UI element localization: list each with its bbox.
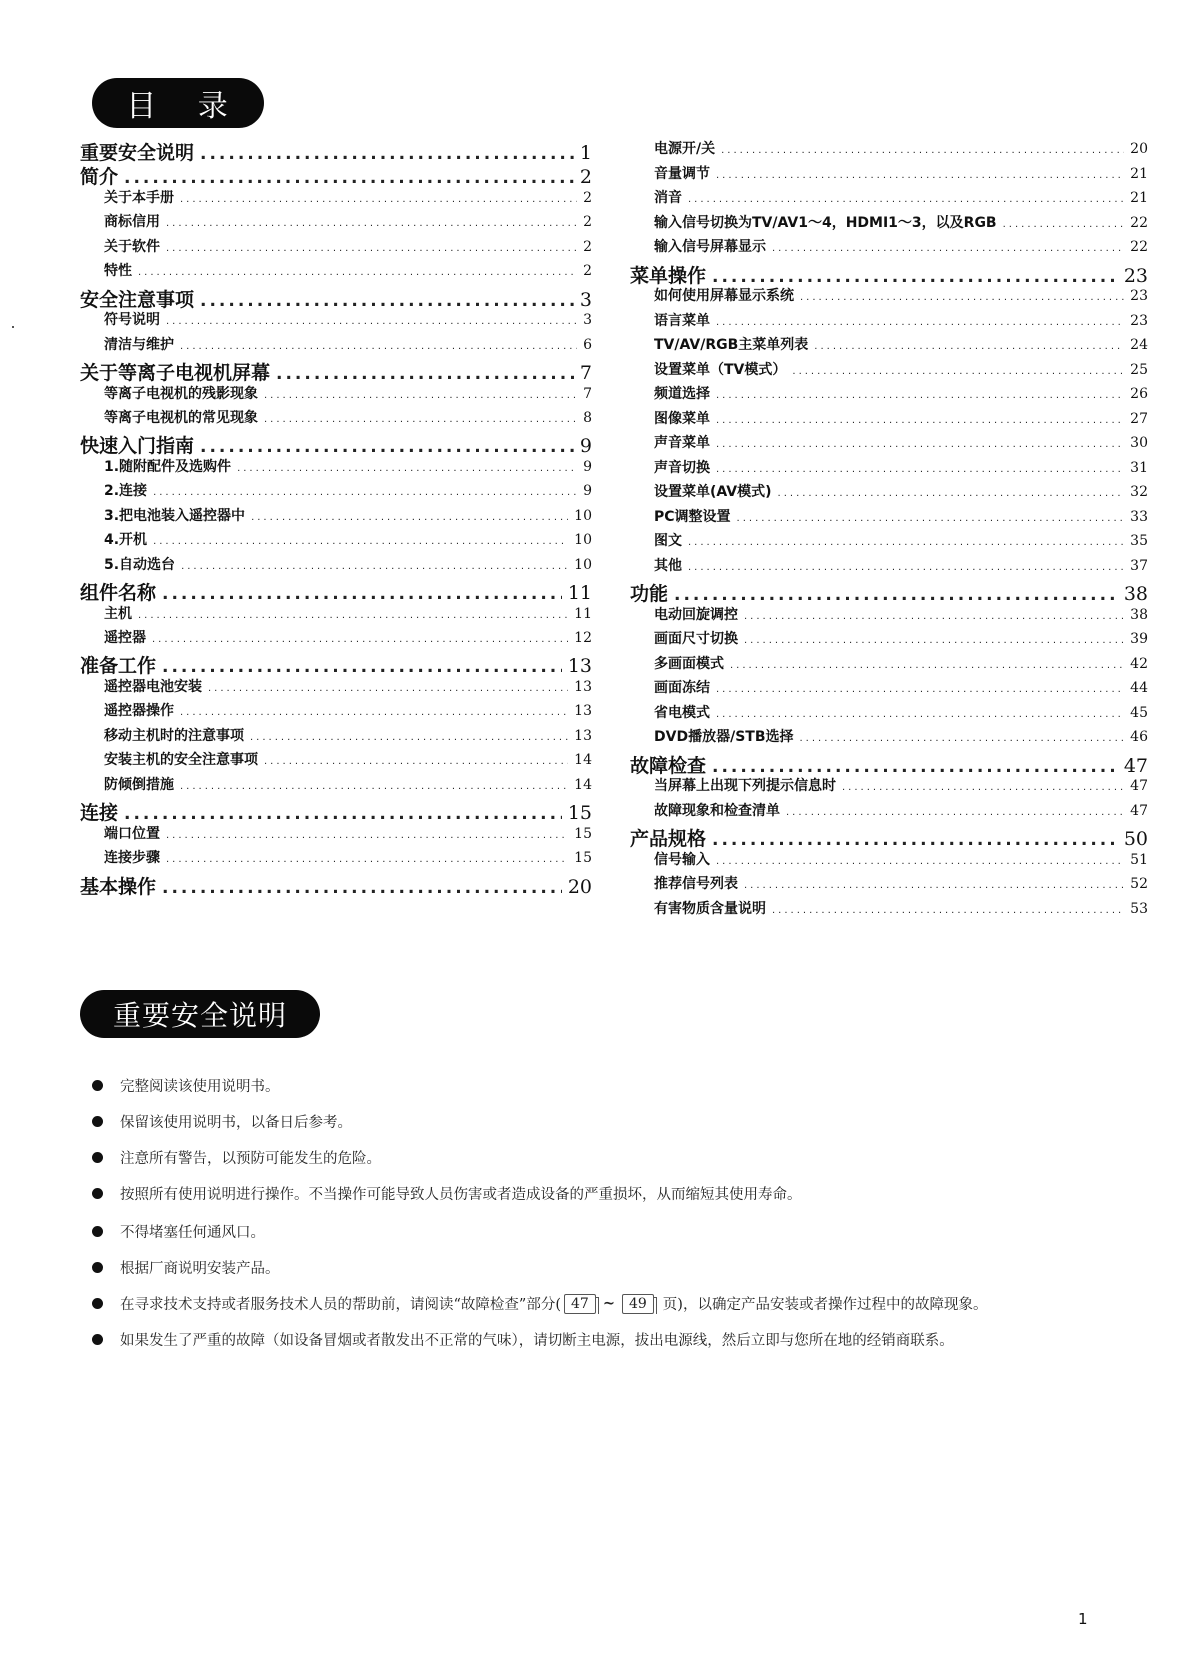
toc-entry-label: 设置菜单(AV模式) (654, 484, 772, 500)
page-ref-separator: ~ (602, 1295, 615, 1312)
dot-leader (200, 437, 574, 457)
toc-sub-entry[interactable] (630, 383, 1148, 405)
toc-sub-entry[interactable] (630, 481, 1148, 503)
dot-leader (716, 439, 1124, 450)
toc-entry-label: 关于本手册 (104, 189, 174, 206)
toc-entry-page: 46 (1130, 729, 1148, 745)
toc-entry-label: 清洁与维护 (104, 336, 174, 353)
toc-sub-entry[interactable] (80, 749, 592, 771)
toc-entry-page: 14 (574, 776, 592, 793)
dot-leader (772, 243, 1124, 254)
toc-entry-page: 2 (583, 238, 592, 255)
dot-leader (264, 390, 577, 401)
toc-entry-page: 45 (1130, 704, 1148, 721)
toc-entry-page: 9 (579, 435, 592, 458)
toc-sub-entry[interactable] (80, 407, 592, 429)
toc-entry-page: 9 (583, 458, 592, 475)
dot-leader (688, 537, 1124, 548)
dot-leader (200, 144, 574, 164)
toc-entry-page: 47 (1130, 778, 1148, 794)
dot-leader (712, 830, 1118, 850)
bullet-text: 按照所有使用说明进行操作。不当操作可能导致人员伤害或者造成设备的严重损坏，从而缩短其使用寿命。 (120, 1187, 802, 1203)
toc-entry-label: 多画面模式 (654, 655, 724, 672)
toc-entry-page: 14 (574, 752, 592, 769)
toc-sub-entry[interactable] (80, 309, 592, 331)
toc-entry-page: 24 (1130, 337, 1148, 353)
bullet-text: 如果发生了严重的故障（如设备冒烟或者散发出不正常的气味），请切断主电源，拔出电源线，然后立即与您所在地的经销商联系。 (120, 1333, 954, 1349)
dot-leader (162, 657, 562, 677)
toc-entry-label: 商标信用 (104, 214, 160, 231)
toc-sub-entry[interactable] (80, 187, 592, 209)
toc-entry-page: 3 (579, 288, 592, 311)
safety-bullet (92, 1075, 280, 1096)
toc-sub-entry[interactable] (630, 653, 1148, 675)
toc-entry-label: 信号输入 (654, 851, 710, 868)
toc-entry-label: 频道选择 (654, 386, 710, 402)
dot-leader (721, 145, 1124, 156)
toc-entry-page: 38 (1130, 606, 1148, 623)
dot-leader (138, 610, 568, 621)
dot-leader (200, 291, 574, 311)
dot-leader (800, 733, 1125, 744)
toc-entry-page: 47 (1123, 754, 1148, 777)
toc-sub-entry[interactable] (630, 212, 1148, 234)
dot-leader (716, 709, 1124, 720)
toc-entry-label: 4.开机 (104, 532, 148, 549)
toc-sub-entry[interactable] (80, 456, 592, 478)
safety-title: 重要安全说明 (80, 990, 320, 1038)
toc-sub-entry[interactable] (80, 529, 592, 551)
toc-sub-entry[interactable] (630, 530, 1148, 552)
toc-entry-page: 25 (1130, 361, 1148, 378)
toc-entry-page: 15 (574, 850, 592, 867)
toc-entry-label: 简介 (80, 166, 119, 189)
toc-section-entry[interactable] (630, 261, 1148, 287)
page-ref-from[interactable]: 47 (564, 1294, 596, 1314)
toc-sub-entry[interactable] (80, 383, 592, 405)
dot-leader (688, 562, 1124, 573)
dot-leader (264, 414, 577, 425)
dot-leader (180, 341, 577, 352)
dot-leader (737, 513, 1125, 524)
toc-sub-entry[interactable] (630, 702, 1148, 724)
toc-entry-label: 关于等离子电视机屏幕 (80, 362, 271, 385)
toc-entry-label: 消音 (654, 190, 682, 206)
dot-leader (712, 757, 1118, 777)
toc-entry-page: 20 (567, 875, 592, 898)
toc-entry-label: 端口位置 (104, 825, 160, 842)
dot-leader (716, 170, 1124, 181)
dot-leader (180, 194, 577, 205)
toc-sub-entry[interactable] (80, 847, 592, 869)
dot-leader (166, 218, 577, 229)
dot-leader (688, 194, 1124, 205)
toc-entry-page: 39 (1130, 631, 1148, 647)
toc-entry-page: 42 (1130, 655, 1148, 672)
toc-entry-page: 2 (583, 214, 592, 231)
bullet-dot-icon (92, 1188, 103, 1199)
toc-entry-page: 3 (583, 312, 592, 329)
dot-leader (1003, 219, 1125, 230)
toc-entry-label: 遥控器电池安装 (104, 678, 202, 695)
dot-leader (276, 364, 574, 384)
toc-sub-entry[interactable] (630, 432, 1148, 454)
dot-leader (800, 292, 1124, 303)
toc-sub-entry[interactable] (630, 849, 1148, 871)
toc-entry-label: 组件名称 (80, 582, 157, 605)
toc-sub-entry[interactable] (630, 506, 1148, 528)
toc-entry-label: 声音切换 (654, 459, 710, 476)
bullet-text: 保留该使用说明书，以备日后参考。 (120, 1115, 352, 1131)
dot-leader (250, 732, 568, 743)
toc-entry-page: 10 (574, 556, 592, 573)
toc-entry-label: TV/AV/RGB主菜单列表 (654, 337, 809, 353)
toc-entry-label: 省电模式 (654, 704, 710, 721)
toc-sub-entry[interactable] (80, 603, 592, 625)
dot-leader (786, 807, 1124, 818)
toc-entry-label: 图像菜单 (654, 410, 710, 427)
toc-entry-page: 9 (583, 483, 592, 500)
toc-entry-page: 31 (1130, 459, 1148, 476)
toc-entry-label: PC调整设置 (654, 508, 731, 525)
dot-leader (162, 878, 562, 898)
dot-leader (716, 684, 1124, 695)
dot-leader (716, 856, 1124, 867)
toc-entry-page: 11 (567, 582, 592, 605)
toc-entry-page: 23 (1130, 288, 1148, 304)
dot-leader (166, 854, 568, 865)
dot-leader (152, 634, 568, 645)
dot-leader (730, 660, 1124, 671)
toc-section-entry[interactable] (80, 431, 592, 457)
toc-section-entry[interactable] (80, 358, 592, 384)
toc-entry-label: 3.把电池装入遥控器中 (104, 507, 246, 524)
bullet-dot-icon (92, 1080, 103, 1091)
toc-entry-label: 菜单操作 (630, 264, 707, 287)
toc-sub-entry[interactable] (630, 359, 1148, 381)
toc-entry-label: 防倾倒措施 (104, 776, 174, 793)
toc-entry-label: 安全注意事项 (80, 288, 195, 311)
toc-section-entry[interactable] (80, 285, 592, 311)
toc-entry-label: DVD播放器/STB选择 (654, 729, 794, 745)
toc-entry-label: 设置菜单（TV模式） (654, 361, 787, 378)
page-number: 1 (1078, 1610, 1088, 1628)
toc-entry-page: 2 (583, 189, 592, 206)
bullet-dot-icon (92, 1226, 103, 1237)
safety-bullet (92, 1329, 954, 1350)
toc-entry-label: 连接 (80, 802, 119, 825)
toc-entry-label: 等离子电视机的残影现象 (104, 385, 258, 402)
toc-sub-entry[interactable] (630, 163, 1148, 185)
bullet-text: 根据厂商说明安装产品。 (120, 1261, 280, 1277)
dot-leader (208, 683, 568, 694)
toc-entry-label: 关于软件 (104, 238, 160, 255)
toc-entry-label: 其他 (654, 557, 682, 574)
safety-bullet (92, 1147, 381, 1168)
dot-leader (712, 267, 1118, 287)
toc-section-entry[interactable] (80, 578, 592, 604)
dot-leader (166, 243, 577, 254)
toc-entry-label: 画面冻结 (654, 680, 710, 696)
bullet-dot-icon (92, 1152, 103, 1163)
toc-sub-entry[interactable] (630, 285, 1148, 307)
toc-entry-page: 13 (574, 727, 592, 744)
toc-entry-page: 27 (1130, 410, 1148, 427)
toc-entry-page: 11 (574, 605, 592, 622)
toc-entry-label: 符号说明 (104, 312, 160, 329)
safety-bullet (92, 1221, 265, 1242)
toc-sub-entry[interactable] (80, 236, 592, 258)
dot-leader (716, 415, 1124, 426)
dot-leader (264, 756, 568, 767)
toc-section-entry[interactable] (630, 824, 1148, 850)
toc-entry-label: 产品规格 (630, 828, 707, 850)
toc-entry-page: 47 (1130, 802, 1148, 819)
toc-entry-page: 32 (1130, 484, 1148, 500)
toc-entry-label: 连接步骤 (104, 850, 160, 867)
toc-entry-label: 电源开/关 (654, 141, 716, 157)
toc-entry-page: 21 (1130, 165, 1148, 182)
toc-section-entry[interactable] (630, 579, 1148, 605)
toc-entry-page: 12 (574, 630, 592, 646)
toc-entry-label: 如何使用屏幕显示系统 (654, 288, 794, 304)
toc-sub-entry[interactable] (630, 898, 1148, 920)
toc-entry-label: 功能 (630, 583, 669, 605)
toc-entry-label: 遥控器 (104, 630, 146, 646)
toc-entry-label: 1.随附配件及选购件 (104, 458, 232, 475)
toc-section-entry[interactable] (80, 138, 592, 164)
toc-sub-entry[interactable] (630, 800, 1148, 822)
dot-leader (180, 781, 568, 792)
toc-sub-entry[interactable] (630, 334, 1148, 356)
toc-sub-entry[interactable] (80, 676, 592, 698)
toc-entry-page: 37 (1130, 557, 1148, 574)
toc-sub-entry[interactable] (80, 211, 592, 233)
dot-leader (716, 390, 1124, 401)
toc-sub-entry[interactable] (80, 480, 592, 502)
toc-entry-page: 30 (1130, 435, 1148, 451)
dot-leader (166, 830, 568, 841)
bullet-text: 不得堵塞任何通风口。 (120, 1225, 265, 1241)
toc-entry-label: 遥控器操作 (104, 703, 174, 720)
toc-entry-page: 22 (1130, 239, 1148, 255)
toc-entry-page: 51 (1130, 851, 1148, 868)
toc-entry-label: 电动回旋调控 (654, 606, 738, 623)
toc-entry-page: 2 (583, 263, 592, 280)
toc-entry-page: 38 (1123, 583, 1148, 605)
toc-section-entry[interactable] (80, 651, 592, 677)
toc-sub-entry[interactable] (80, 554, 592, 576)
toc-sub-entry[interactable] (80, 627, 592, 649)
toc-sub-entry[interactable] (80, 700, 592, 722)
toc-entry-label: 画面尺寸切换 (654, 631, 738, 647)
toc-entry-label: 移动主机时的注意事项 (104, 727, 244, 744)
toc-entry-page: 13 (567, 655, 592, 678)
toc-entry-label: 故障现象和检查清单 (654, 802, 780, 819)
toc-entry-page: 23 (1123, 264, 1148, 287)
toc-entry-label: 快速入门指南 (80, 435, 195, 458)
bullet-dot-icon (92, 1334, 103, 1345)
safety-bullet (92, 1257, 280, 1278)
toc-entry-page: 52 (1130, 876, 1148, 892)
toc-entry-page: 8 (583, 409, 592, 426)
toc-entry-page: 15 (567, 802, 592, 825)
toc-section-entry[interactable] (630, 751, 1148, 777)
toc-sub-entry[interactable] (630, 236, 1148, 258)
dot-leader (124, 168, 574, 188)
toc-sub-entry[interactable] (80, 725, 592, 747)
toc-sub-entry[interactable] (80, 334, 592, 356)
toc-title: 目 录 (92, 78, 264, 128)
toc-sub-entry[interactable] (630, 310, 1148, 332)
bullet-text-suffix: 页)，以确定产品安装或者操作过程中的故障现象。 (662, 1297, 988, 1313)
dot-leader (166, 316, 577, 327)
dot-leader (814, 341, 1124, 352)
dot-leader (180, 707, 568, 718)
dot-leader (153, 487, 577, 498)
toc-entry-page: 26 (1130, 386, 1148, 402)
toc-sub-entry[interactable] (630, 628, 1148, 650)
toc-entry-page: 10 (574, 507, 592, 524)
dot-leader (778, 488, 1125, 499)
dot-leader (842, 782, 1124, 793)
toc-entry-label: 推荐信号列表 (654, 876, 738, 892)
safety-bullet (92, 1293, 987, 1314)
bullet-dot-icon (92, 1262, 103, 1273)
toc-entry-page: 23 (1130, 312, 1148, 329)
toc-entry-page: 13 (574, 678, 592, 695)
page-ref-to[interactable]: 49 (622, 1294, 654, 1314)
toc-entry-page: 15 (574, 825, 592, 842)
toc-section-entry[interactable] (80, 872, 592, 898)
toc-entry-label: 音量调节 (654, 165, 710, 182)
bullet-text: 在寻求技术支持或者服务技术人员的帮助前，请阅读“故障检查”部分( (120, 1297, 561, 1313)
toc-entry-page: 22 (1130, 214, 1148, 231)
toc-sub-entry[interactable] (630, 408, 1148, 430)
scan-artifact (12, 326, 14, 328)
dot-leader (772, 905, 1124, 916)
dot-leader (162, 584, 562, 604)
dot-leader (744, 880, 1124, 891)
toc-entry-page: 13 (574, 703, 592, 720)
toc-entry-label: 故障检查 (630, 754, 707, 777)
dot-leader (181, 561, 568, 572)
toc-entry-label: 5.自动选台 (104, 556, 176, 573)
safety-bullet (92, 1183, 802, 1204)
dot-leader (716, 317, 1124, 328)
toc-sub-entry[interactable] (80, 505, 592, 527)
toc-entry-page: 7 (583, 385, 592, 402)
toc-sub-entry[interactable] (630, 555, 1148, 577)
toc-entry-label: 安装主机的安全注意事项 (104, 752, 258, 769)
toc-entry-label: 有害物质含量说明 (654, 900, 766, 917)
toc-section-entry[interactable] (80, 162, 592, 188)
toc-entry-label: 准备工作 (80, 655, 157, 678)
toc-entry-label: 等离子电视机的常见现象 (104, 409, 258, 426)
bullet-dot-icon (92, 1298, 103, 1309)
bullet-dot-icon (92, 1116, 103, 1127)
toc-entry-page: 1 (579, 142, 592, 164)
dot-leader (251, 512, 568, 523)
toc-entry-page: 50 (1123, 828, 1148, 850)
toc-entry-label: 特性 (104, 263, 132, 280)
toc-sub-entry[interactable] (630, 726, 1148, 748)
toc-entry-page: 20 (1130, 141, 1148, 157)
toc-sub-entry[interactable] (80, 774, 592, 796)
toc-entry-page: 44 (1130, 680, 1148, 696)
toc-entry-page: 35 (1130, 533, 1148, 549)
toc-sub-entry[interactable] (80, 260, 592, 282)
toc-entry-page: 10 (574, 532, 592, 549)
toc-sub-entry[interactable] (630, 457, 1148, 479)
dot-leader (138, 267, 577, 278)
dot-leader (792, 366, 1124, 377)
toc-sub-entry[interactable] (630, 187, 1148, 209)
toc-entry-label: 当屏幕上出现下列提示信息时 (654, 778, 836, 794)
toc-entry-page: 6 (583, 336, 592, 353)
dot-leader (124, 804, 562, 824)
toc-sub-entry[interactable] (80, 823, 592, 845)
toc-sub-entry[interactable] (630, 677, 1148, 699)
dot-leader (674, 585, 1118, 605)
toc-entry-label: 主机 (104, 605, 132, 622)
toc-entry-page: 53 (1130, 900, 1148, 917)
toc-sub-entry[interactable] (630, 138, 1148, 160)
toc-entry-label: 重要安全说明 (80, 142, 195, 164)
toc-sub-entry[interactable] (630, 775, 1148, 797)
toc-entry-label: 基本操作 (80, 875, 157, 898)
dot-leader (744, 611, 1124, 622)
toc-entry-label: 2.连接 (104, 483, 148, 500)
toc-sub-entry[interactable] (630, 873, 1148, 895)
toc-entry-page: 33 (1130, 508, 1148, 525)
bullet-text: 注意所有警告，以预防可能发生的危险。 (120, 1151, 381, 1167)
toc-entry-label: 语言菜单 (654, 312, 710, 329)
toc-entry-page: 7 (579, 362, 592, 385)
dot-leader (744, 635, 1124, 646)
toc-section-entry[interactable] (80, 798, 592, 824)
toc-entry-page: 2 (579, 166, 592, 189)
dot-leader (237, 463, 577, 474)
toc-entry-label: 图文 (654, 533, 682, 549)
dot-leader (716, 464, 1124, 475)
dot-leader (153, 536, 568, 547)
bullet-text: 完整阅读该使用说明书。 (120, 1079, 280, 1095)
toc-entry-page: 21 (1130, 190, 1148, 206)
safety-bullet (92, 1111, 352, 1132)
toc-entry-label: 输入信号屏幕显示 (654, 239, 766, 255)
toc-entry-label: 声音菜单 (654, 435, 710, 451)
toc-sub-entry[interactable] (630, 604, 1148, 626)
toc-entry-label: 输入信号切换为TV/AV1～4，HDMI1～3，以及RGB (654, 214, 997, 231)
